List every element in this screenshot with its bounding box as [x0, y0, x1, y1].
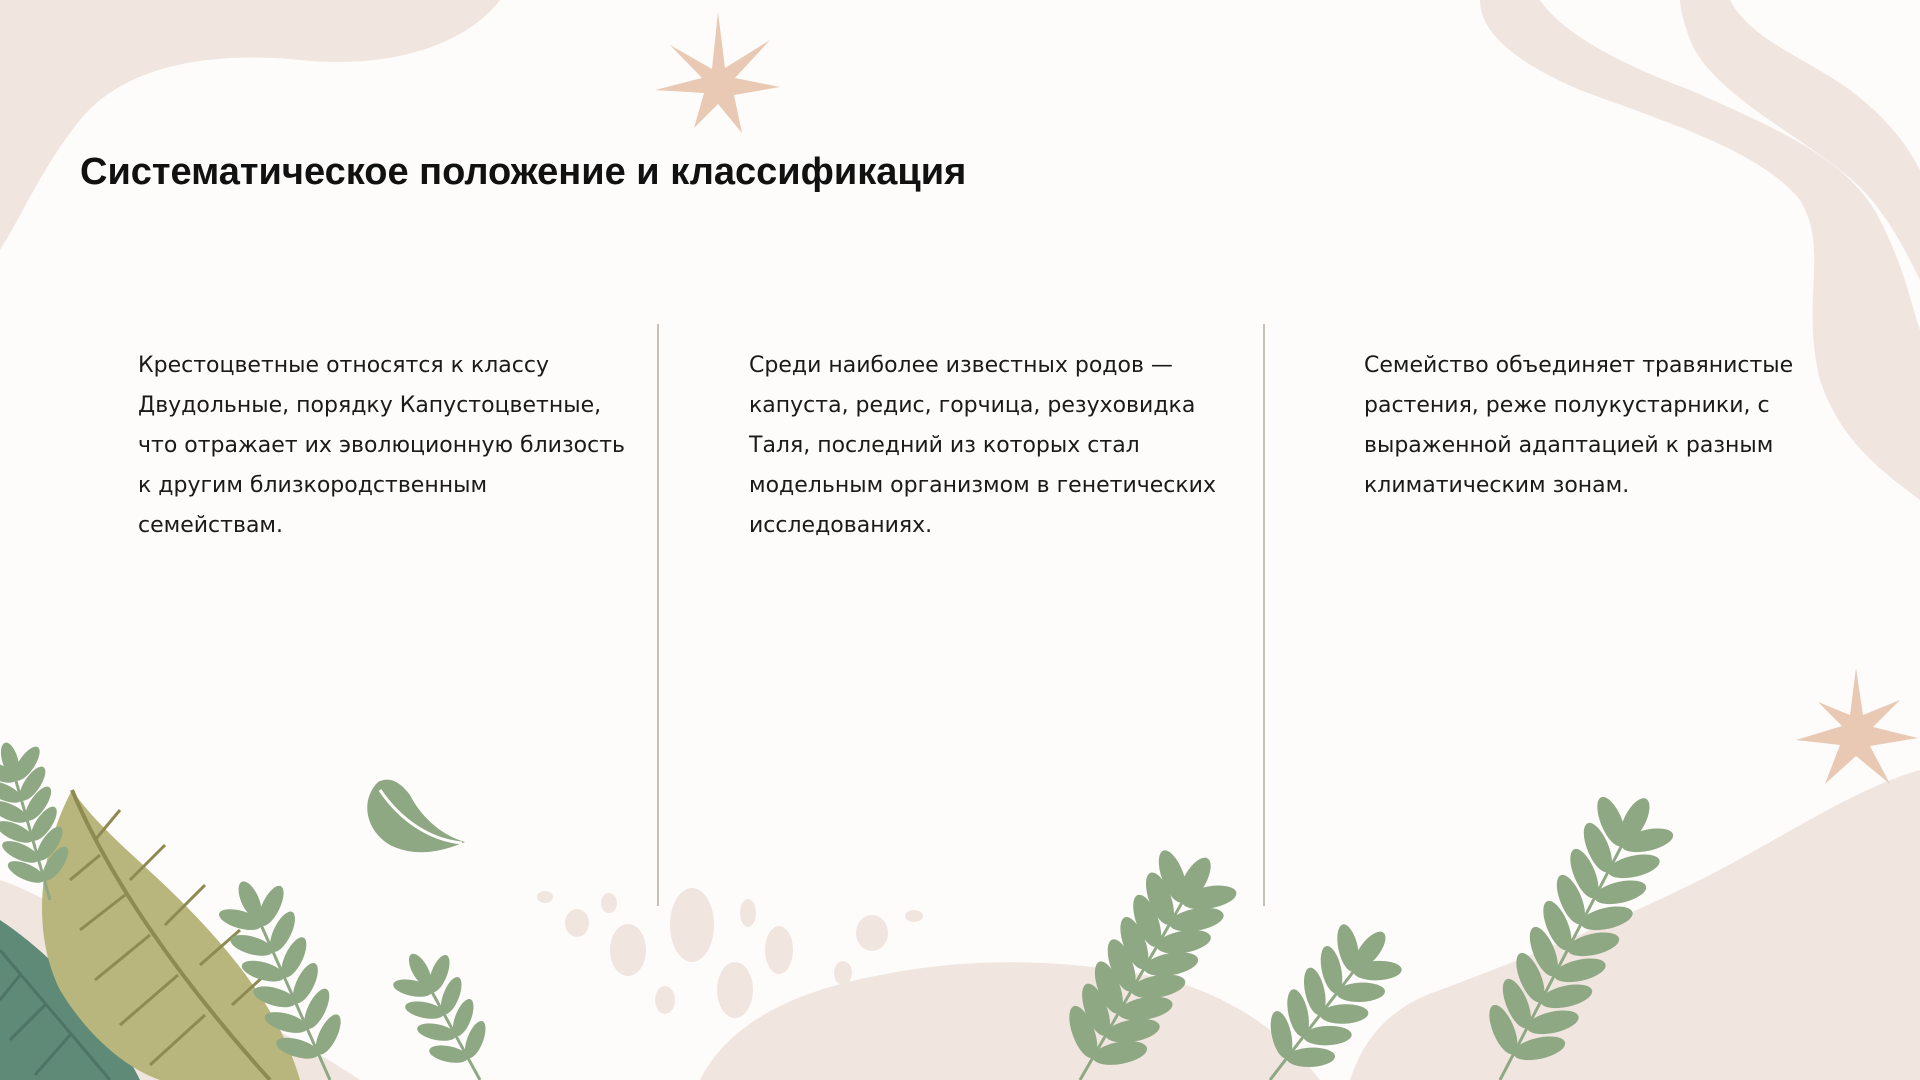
column-divider-1 — [657, 324, 659, 906]
star-top — [655, 12, 780, 133]
fern-leaflet — [1592, 876, 1648, 908]
column-3-text: Семейство объединяет травянистые растения, реже полукустарники, с выраженной адаптацией к разным климатическим зонам. — [1364, 353, 1794, 498]
single-leaf — [367, 780, 465, 853]
fern-leaflet — [428, 1042, 470, 1065]
column-divider-2 — [1263, 324, 1265, 906]
fern-leaflet — [1606, 850, 1662, 882]
top-left-blob — [0, 0, 500, 250]
bottom-center-blob — [700, 962, 1320, 1080]
fern-left-3 — [392, 950, 490, 1080]
star-right — [1796, 668, 1918, 784]
column-1-text: Крестоцветные относятся к классу Двудольные, порядку Капустоцветные, что отражает их эволюционную близость к другим близкородственным семействам. — [138, 353, 626, 538]
column-2-text: Среди наиболее известных родов — капуста, редис, горчица, резуховидка Таля, последний из которых стал модельным организмом в генетических исследованиях. — [749, 353, 1216, 538]
fern-leaflet — [416, 1020, 458, 1043]
slide-title: Систематическое положение и классификация — [80, 151, 967, 193]
fern-leaflet — [404, 998, 446, 1021]
